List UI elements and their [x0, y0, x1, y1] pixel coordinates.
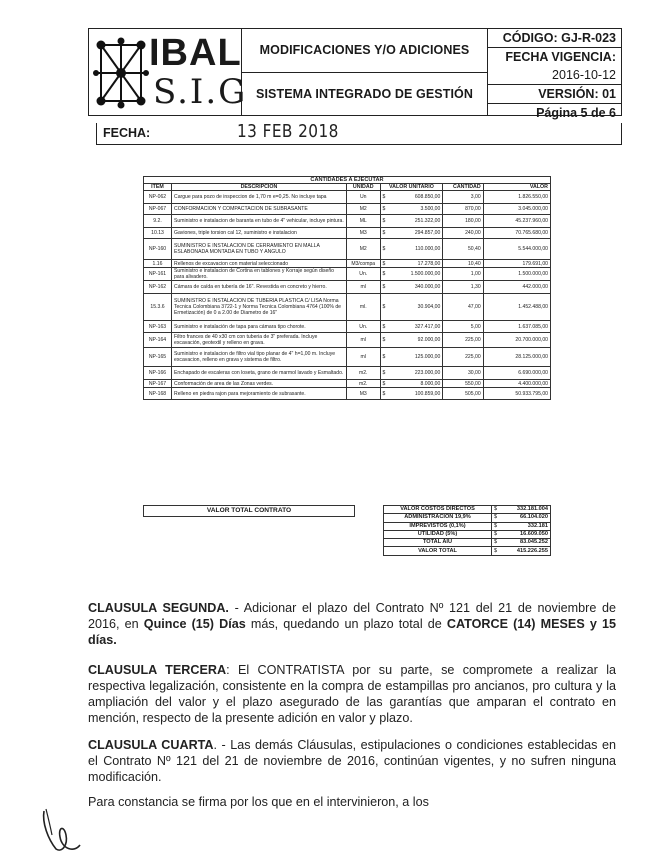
col-header-valor: VALOR — [483, 184, 550, 191]
header-version: VERSIÓN: 01 — [488, 85, 621, 104]
clausula-segunda-plazo: Quince (15) Días — [143, 617, 246, 631]
cell-currency: $ — [380, 228, 389, 239]
cell-unidad: m2. — [346, 367, 380, 380]
table-row — [144, 281, 551, 294]
cell-unidad: M3 — [346, 388, 380, 400]
cell-valor: 1.500.000,00 — [483, 268, 550, 281]
cell-item: NP-160 — [144, 239, 172, 260]
cell-valor: 4.400.000,00 — [483, 380, 550, 388]
table-row — [144, 215, 551, 228]
col-header-item: ITEM — [144, 184, 172, 191]
cell-valor: 5.544.000,00 — [483, 239, 550, 260]
cell-descripcion: Suministro e instalacion de Cortina en tablones y Korraje según diseño para alivadero. — [172, 268, 347, 281]
constancia-text: Para constancia se firma por los que en el intervinieron, a los — [88, 795, 429, 809]
totals-currency: $ — [492, 547, 500, 555]
table-row — [144, 268, 551, 281]
cell-cantidad: 1,30 — [443, 281, 483, 294]
cell-descripcion: CONFORMACION Y COMPACTACION DE SUBRASANTE — [172, 204, 347, 215]
totals-row — [384, 539, 551, 547]
document-header — [88, 28, 622, 120]
cell-valor: 179.691,00 — [483, 260, 550, 268]
header-title-modificaciones: MODIFICACIONES Y/O ADICIONES — [242, 29, 487, 73]
totals-value: 332.181.004 — [500, 506, 551, 514]
totals-row — [384, 530, 551, 538]
cell-valor-unitario: 8.000,00 — [389, 380, 443, 388]
cell-valor-unitario: 1.500.000,00 — [389, 268, 443, 281]
col-header-unidad: UNIDAD — [346, 184, 380, 191]
table-row — [144, 191, 551, 204]
clausula-tercera-text: : El CONTRATISTA por su parte, se compromete a realizar la respectiva legalización, consistente en la compra de estampillas pro ancianos, pro cultura y la ampliación del valor y el plazo asegurado de las garantías que amparan el contrato en mención, respecto de la presente adición en valor y plazo. — [88, 663, 617, 725]
cell-valor: 50.933.795,00 — [483, 388, 550, 400]
cell-valor-unitario: 340.000,00 — [389, 281, 443, 294]
totals-value: 66.104.020 — [500, 514, 551, 522]
clausula-segunda-heading: CLAUSULA SEGUNDA. — [88, 601, 229, 615]
cell-item: NP-062 — [144, 191, 172, 204]
ibal-logo — [89, 29, 248, 115]
clausula-cuarta-heading: CLAUSULA CUARTA — [88, 738, 214, 752]
cell-currency: $ — [380, 333, 389, 348]
cell-item: NP-163 — [144, 321, 172, 333]
cell-currency: $ — [380, 239, 389, 260]
table-row — [144, 388, 551, 400]
cell-descripcion: Suministro e instalación de tapa para cámara tipo chorote. — [172, 321, 347, 333]
totals-currency: $ — [492, 506, 500, 514]
cell-cantidad: 550,00 — [443, 380, 483, 388]
cell-valor-unitario: 223.000,00 — [389, 367, 443, 380]
table-row — [144, 260, 551, 268]
cell-item: NP-162 — [144, 281, 172, 294]
cell-cantidad: 870,00 — [443, 204, 483, 215]
cell-descripcion: Conformación de area de las Zonas verdes. — [172, 380, 347, 388]
cell-descripcion: Suministro e instalacion de baranta en tubo de 4" vehicular, incluye pintura. — [172, 215, 347, 228]
cell-cantidad: 225,00 — [443, 333, 483, 348]
totals-currency: $ — [492, 530, 500, 538]
cell-currency: $ — [380, 215, 389, 228]
cell-valor-unitario: 30.904,00 — [389, 294, 443, 321]
cell-currency: $ — [380, 191, 389, 204]
table-row — [144, 348, 551, 367]
signature-mark — [40, 805, 100, 855]
cell-valor: 6.690.000,00 — [483, 367, 550, 380]
cell-valor: 1.826.550,00 — [483, 191, 550, 204]
clausula-cuarta-text: . - Las demás Cláusulas, estipulaciones o condiciones establecidas en el Contrato Nº 121 del 21 de noviembre de 2016, continúan vigentes, y no sufren ninguna modificación. — [88, 738, 616, 784]
cell-unidad: Un. — [346, 268, 380, 281]
cell-descripcion: Filtro frances de 40 x30 cm con tuberia de 3" preferada. Incluye excavación, geotextil y relleno en grava. — [172, 333, 347, 348]
cell-valor-unitario: 251.322,00 — [389, 215, 443, 228]
clausula-segunda — [88, 600, 616, 648]
table-row — [144, 333, 551, 348]
cell-unidad: M3 — [346, 228, 380, 239]
table-row — [144, 228, 551, 239]
cell-descripcion: SUMINISTRO E INSTALACION DE TUBERIA PLASTICA C/ LISA Norma Tecnica Colombiana 3722-1 y Norma Tecnica Colombiana 4764 (100% de Ermetización) de 0 a 2.00 de Diametro de 16" — [172, 294, 347, 321]
molecule-logo-icon — [93, 35, 149, 111]
cell-item: NP-164 — [144, 333, 172, 348]
cell-descripcion: Rellenos de excavacion con material seleccionado — [172, 260, 347, 268]
cell-descripcion: Cámara de caída en tubería de 16". Revestida en concreto y hierro. — [172, 281, 347, 294]
cell-cantidad: 50,40 — [443, 239, 483, 260]
cell-cantidad: 505,00 — [443, 388, 483, 400]
fecha-row — [96, 123, 622, 145]
cell-cantidad: 1,00 — [443, 268, 483, 281]
cell-unidad: M3/compa — [346, 260, 380, 268]
table-row — [144, 367, 551, 380]
totals-label: VALOR COSTOS DIRECTOS — [384, 506, 492, 514]
cell-valor: 28.125.000,00 — [483, 348, 550, 367]
totals-row — [384, 514, 551, 522]
cell-valor: 442.000,00 — [483, 281, 550, 294]
cell-currency: $ — [380, 321, 389, 333]
cell-item: NP-168 — [144, 388, 172, 400]
logo-sig-text: S.I.G — [153, 72, 248, 112]
cell-item: NP-166 — [144, 367, 172, 380]
cell-item: NP-161 — [144, 268, 172, 281]
cell-valor-unitario: 125.000,00 — [389, 348, 443, 367]
table-row — [144, 294, 551, 321]
cell-currency: $ — [380, 367, 389, 380]
cell-currency: $ — [380, 268, 389, 281]
cell-currency: $ — [380, 348, 389, 367]
cell-currency: $ — [380, 204, 389, 215]
clausula-segunda-text-c: más, quedando un plazo total de — [245, 617, 447, 631]
cell-unidad: ml — [346, 333, 380, 348]
cell-valor-unitario: 3.500,00 — [389, 204, 443, 215]
cell-cantidad: 225,00 — [443, 348, 483, 367]
cell-unidad: ML — [346, 215, 380, 228]
cell-valor-unitario: 294.857,00 — [389, 228, 443, 239]
cell-valor-unitario: 100.859,00 — [389, 388, 443, 400]
cell-valor: 70.765.680,00 — [483, 228, 550, 239]
header-fecha-vigencia-value: 2016-10-12 — [488, 66, 621, 85]
cell-unidad: Un. — [346, 321, 380, 333]
cell-valor: 1.452.488,00 — [483, 294, 550, 321]
cell-currency: $ — [380, 294, 389, 321]
cell-valor-unitario: 327.417,00 — [389, 321, 443, 333]
cell-currency: $ — [380, 388, 389, 400]
cell-valor: 20.700.000,00 — [483, 333, 550, 348]
cell-unidad: M2 — [346, 239, 380, 260]
totals-block — [143, 505, 551, 570]
cell-valor-unitario: 110.000,00 — [389, 239, 443, 260]
cell-valor: 1.637.085,00 — [483, 321, 550, 333]
col-header-descripcion: DESCRIPCION — [172, 184, 347, 191]
cell-descripcion: Suministro e instalacion de filtro vial tipo planar de 4" h=1,00 m. Incluye excavacion, relleno en grava y sistema de filtro. — [172, 348, 347, 367]
totals-currency: $ — [492, 514, 500, 522]
cell-item: 15.3.6 — [144, 294, 172, 321]
totals-row — [384, 547, 551, 555]
cell-cantidad: 30,00 — [443, 367, 483, 380]
totals-label: ADMINISTRACION 19,9% — [384, 514, 492, 522]
table-body — [144, 191, 551, 400]
cell-unidad: ml — [346, 348, 380, 367]
table-row — [144, 321, 551, 333]
totals-row — [384, 522, 551, 530]
cell-item: 9.2. — [144, 215, 172, 228]
valor-total-contrato-label: VALOR TOTAL CONTRATO — [143, 505, 355, 517]
cell-unidad: M2 — [346, 204, 380, 215]
totals-row — [384, 506, 551, 514]
clausula-segunda-total: CATORCE (14) MESES y 15 días. — [88, 617, 616, 647]
cell-cantidad: 3,00 — [443, 191, 483, 204]
totals-label: IMPREVISTOS (0,1%) — [384, 522, 492, 530]
cell-descripcion: Enchapado de escaleras con loseta, grano de marmol lavado y Esmaltado. — [172, 367, 347, 380]
cell-valor-unitario: 92.000,00 — [389, 333, 443, 348]
cell-cantidad: 10,40 — [443, 260, 483, 268]
cell-currency: $ — [380, 281, 389, 294]
cell-cantidad: 5,00 — [443, 321, 483, 333]
totals-table — [383, 505, 551, 556]
cantidades-table — [143, 176, 551, 400]
table-row — [144, 204, 551, 215]
totals-currency: $ — [492, 539, 500, 547]
cell-unidad: ml — [346, 281, 380, 294]
cell-descripcion: Cargue para pozo de inspeccion de 1,70 m e=0,25. No incluye tapa — [172, 191, 347, 204]
fecha-label: FECHA: — [103, 126, 151, 140]
totals-label: UTILIDAD (5%) — [384, 530, 492, 538]
header-pagina: Página 5 de 6 — [536, 106, 616, 120]
cell-unidad: m2. — [346, 380, 380, 388]
cell-valor-unitario: 17.278,00 — [389, 260, 443, 268]
cell-item: 10.13 — [144, 228, 172, 239]
cell-cantidad: 240,00 — [443, 228, 483, 239]
totals-label: VALOR TOTAL — [384, 547, 492, 555]
table-caption: CANTIDADES A EJECUTAR — [144, 177, 551, 184]
clausula-tercera-heading: CLAUSULA TERCERA — [88, 663, 227, 677]
totals-label: TOTAL AIU — [384, 539, 492, 547]
clausula-segunda-text-a: - Adicionar el plazo del Contrato Nº 121 del 21 de noviembre de 2016, en — [88, 601, 616, 631]
cell-descripcion: Relleno en piedra rajon para mejoramiento de subrasante. — [172, 388, 347, 400]
cell-valor: 45.237.960,00 — [483, 215, 550, 228]
cell-valor: 3.045.000,00 — [483, 204, 550, 215]
clausula-cuarta — [88, 737, 616, 785]
header-fecha-vigencia-label: FECHA VIGENCIA: — [505, 50, 616, 64]
totals-value: 332.181 — [500, 522, 551, 530]
cell-cantidad: 180,00 — [443, 215, 483, 228]
table-row — [144, 239, 551, 260]
logo-ibal-text: IBAL — [149, 32, 242, 74]
cell-currency: $ — [380, 380, 389, 388]
cell-unidad: ml. — [346, 294, 380, 321]
clausula-tercera — [88, 662, 616, 726]
cell-unidad: Un — [346, 191, 380, 204]
totals-value: 83.045.252 — [500, 539, 551, 547]
cell-descripcion: Gaviones, triple torsion cal 12, suministro e instalacion — [172, 228, 347, 239]
cell-item: NP-067 — [144, 204, 172, 215]
cell-item: NP-165 — [144, 348, 172, 367]
table-row — [144, 380, 551, 388]
totals-value: 16.609.050 — [500, 530, 551, 538]
header-codigo: CÓDIGO: GJ-R-023 — [488, 29, 621, 48]
cell-valor-unitario: 608.850,00 — [389, 191, 443, 204]
col-header-cantidad: CANTIDAD — [443, 184, 483, 191]
cell-item: 1.16 — [144, 260, 172, 268]
fecha-stamp: 13 FEB 2018 — [237, 121, 339, 142]
totals-currency: $ — [492, 522, 500, 530]
cell-item: NP-167 — [144, 380, 172, 388]
col-header-valor-unitario: VALOR UNITARIO — [380, 184, 443, 191]
cell-descripcion: SUMINISTRO E INSTALACION DE CERRAMIENTO EN MALLA ESLABONADA MONTADA EN TUBO Y ANGULO — [172, 239, 347, 260]
cell-currency: $ — [380, 260, 389, 268]
totals-value: 415.226.255 — [500, 547, 551, 555]
header-title-sistema: SISTEMA INTEGRADO DE GESTIÓN — [256, 86, 473, 101]
cell-cantidad: 47,00 — [443, 294, 483, 321]
